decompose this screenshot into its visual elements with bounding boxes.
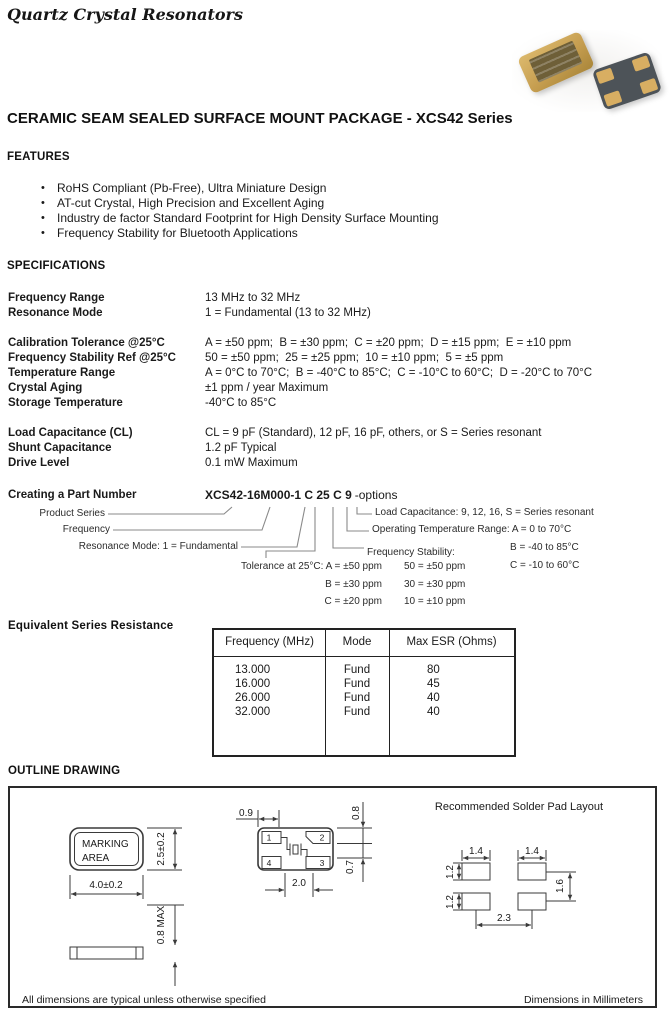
dim-pad-offset <box>236 808 279 827</box>
dim-label: 1.4 <box>469 846 483 857</box>
dim-solder-pad-width-left <box>462 846 490 861</box>
callout-frequency-stability-line: 30 = ±30 ppm <box>404 578 466 590</box>
table-header-divider <box>214 656 514 657</box>
dim-pad-span <box>265 873 333 897</box>
solder-layout-title: Recommended Solder Pad Layout <box>434 801 604 813</box>
specifications-heading: SPECIFICATIONS <box>7 260 106 272</box>
callout-load-capacitance: Load Capacitance: 9, 12, 16, S = Series resonant <box>375 507 594 518</box>
dim-label: 1.2 <box>445 865 456 879</box>
cell-frequency: 32.000 <box>235 706 271 718</box>
pin-number: 3 <box>319 858 325 868</box>
outline-footnote: All dimensions are typical unless otherwise specified <box>22 994 266 1006</box>
cell-mode: Fund <box>343 678 371 690</box>
cell-esr: 45 <box>427 678 440 690</box>
bullet-icon: • <box>41 227 45 240</box>
feature-item <box>41 211 439 226</box>
spec-label: Shunt Capacitance <box>8 442 112 454</box>
top-view-drawing <box>70 828 143 870</box>
part-number-options-suffix: -options <box>354 488 398 502</box>
dim-solder-pad-width-right <box>518 846 546 861</box>
units-note: Dimensions in Millimeters <box>523 994 643 1006</box>
cell-frequency: 13.000 <box>235 664 271 676</box>
feature-item <box>41 196 439 211</box>
pin-number: 4 <box>266 858 272 868</box>
spec-value: 1 = Fundamental (13 to 32 MHz) <box>205 307 371 319</box>
callout-frequency-stability <box>404 558 465 611</box>
spec-label: Frequency Stability Ref @25°C <box>8 352 176 364</box>
marking-area-text: AREA <box>82 853 110 864</box>
cell-esr: 80 <box>427 664 440 676</box>
photo-pad <box>639 78 658 95</box>
spec-value: 50 = ±50 ppm; 25 = ±25 ppm; 10 = ±10 ppm; 5 = ±5 ppm <box>205 352 504 364</box>
dim-label: 4.0±0.2 <box>89 880 123 891</box>
outline-heading: OUTLINE DRAWING <box>8 765 121 777</box>
cell-mode: Fund <box>343 706 371 718</box>
part-number-value-wrap <box>205 488 397 502</box>
callout-operating-temperature-line: B = -40 to 85°C <box>510 542 579 553</box>
solder-pad-layout <box>435 801 603 929</box>
dim-solder-pitch-horizontal <box>476 910 532 929</box>
cell-esr: 40 <box>427 692 440 704</box>
spec-value: ±1 ppm / year Maximum <box>205 382 329 394</box>
callout-tolerance-line: C = ±20 ppm <box>324 596 382 607</box>
spec-label: Frequency Range <box>8 292 105 304</box>
callout-tolerance-line: Tolerance at 25°C: A = ±50 ppm <box>241 561 382 572</box>
page-title: Quartz Crystal Resonators <box>7 5 243 24</box>
cell-esr: 40 <box>427 706 440 718</box>
cell-frequency: 16.000 <box>235 678 271 690</box>
dim-body-height <box>147 828 182 870</box>
part-number-row <box>8 489 666 501</box>
dim-label: 0.7 <box>345 860 356 874</box>
spec-value: 1.2 pF Typical <box>205 442 277 454</box>
feature-text: AT-cut Crystal, High Precision and Excellent Aging <box>57 196 325 211</box>
spec-label: Storage Temperature <box>8 397 123 409</box>
marking-area-text: MARKING <box>82 839 129 850</box>
dim-label: 0.9 <box>239 808 253 819</box>
spec-value: -40°C to 85°C <box>205 397 277 409</box>
outline-drawing-box <box>8 786 657 1008</box>
crystal-symbol <box>281 838 307 857</box>
dim-solder-pitch-vertical <box>546 872 576 901</box>
dim-label: 0.8 <box>351 806 362 820</box>
dim-label: 0.8 MAX <box>156 905 167 945</box>
dim-pad-edges <box>337 802 372 882</box>
feature-text: Frequency Stability for Bluetooth Applications <box>57 226 298 241</box>
features-heading: FEATURES <box>7 151 70 163</box>
side-view-drawing <box>70 947 143 959</box>
dim-body-width <box>70 875 143 899</box>
bullet-icon: • <box>41 197 45 210</box>
photo-pad <box>632 55 651 72</box>
pad-layout-drawing <box>258 828 333 870</box>
callout-frequency: Frequency <box>62 524 110 535</box>
callout-frequency-stability-line: 10 = ±10 ppm <box>404 596 466 607</box>
part-number-label: Creating a Part Number <box>8 489 137 501</box>
cell-mode: Fund <box>343 692 371 704</box>
dim-solder-pad-height-bottom <box>445 893 466 910</box>
dim-solder-pad-height-top <box>445 863 466 880</box>
spec-label: Load Capacitance (CL) <box>8 427 133 439</box>
dim-label: 1.2 <box>445 895 456 909</box>
dim-label: 2.3 <box>497 913 511 924</box>
table-header-mode: Mode <box>342 636 372 648</box>
spec-label: Temperature Range <box>8 367 116 379</box>
cell-mode: Fund <box>343 664 371 676</box>
spec-label: Crystal Aging <box>8 382 83 394</box>
spec-value: CL = 9 pF (Standard), 12 pF, 16 pF, others, or S = Series resonant <box>205 427 542 439</box>
esr-table <box>212 628 516 757</box>
bullet-icon: • <box>41 182 45 194</box>
callout-operating-temperature-line: C = -10 to 60°C <box>510 560 580 571</box>
photo-pad <box>603 90 622 107</box>
dim-label: 1.6 <box>555 879 566 893</box>
photo-pad <box>596 68 615 85</box>
callout-tolerance-line: B = ±30 ppm <box>325 578 382 590</box>
table-column-divider <box>389 630 390 755</box>
part-number-value: XCS42-16M000-1 C 25 C 9 <box>205 488 352 502</box>
callout-operating-temperature: Operating Temperature Range: A = 0 to 70°C <box>372 524 572 535</box>
feature-text: RoHS Compliant (Pb-Free), Ultra Miniature Design <box>57 181 327 195</box>
features-list <box>41 181 439 241</box>
callout-frequency-stability-label: Frequency Stability: <box>367 547 455 558</box>
spec-value: 0.1 mW Maximum <box>205 457 298 469</box>
spec-label: Calibration Tolerance @25°C <box>8 337 165 349</box>
callout-product-series: Product Series <box>39 508 105 519</box>
spec-value: 13 MHz to 32 MHz <box>205 292 301 304</box>
dim-label: 1.4 <box>525 846 539 857</box>
dim-thickness <box>147 905 184 986</box>
feature-item <box>41 226 439 241</box>
dim-label: 2.5±0.2 <box>156 832 167 866</box>
feature-text: Industry de factor Standard Footprint for High Density Surface Mounting <box>57 211 439 226</box>
bullet-icon: • <box>41 212 45 225</box>
spec-value: A = ±50 ppm; B = ±30 ppm; C = ±20 ppm; D = ±15 ppm; E = ±10 ppm <box>205 337 572 349</box>
pin-number: 2 <box>319 832 325 843</box>
outline-drawing <box>10 788 655 1006</box>
document-title: CERAMIC SEAM SEALED SURFACE MOUNT PACKAGE - XCS42 Series <box>7 110 513 127</box>
dim-label: 2.0 <box>292 878 306 889</box>
cell-frequency: 26.000 <box>235 692 271 704</box>
spec-label: Drive Level <box>8 457 70 469</box>
feature-item <box>41 181 439 196</box>
pin-number: 1 <box>266 832 272 843</box>
spec-value: A = 0°C to 70°C; B = -40°C to 85°C; C = -10°C to 60°C; D = -20°C to 70°C <box>205 367 593 379</box>
callout-tolerance <box>200 558 382 611</box>
esr-heading: Equivalent Series Resistance <box>8 620 174 632</box>
callout-frequency-stability-line: 50 = ±50 ppm <box>404 561 466 572</box>
callout-resonance-mode: Resonance Mode: 1 = Fundamental <box>78 541 238 552</box>
spec-label: Resonance Mode <box>8 307 103 319</box>
table-header-frequency: Frequency (MHz) <box>225 636 314 648</box>
table-header-esr: Max ESR (Ohms) <box>406 636 497 648</box>
